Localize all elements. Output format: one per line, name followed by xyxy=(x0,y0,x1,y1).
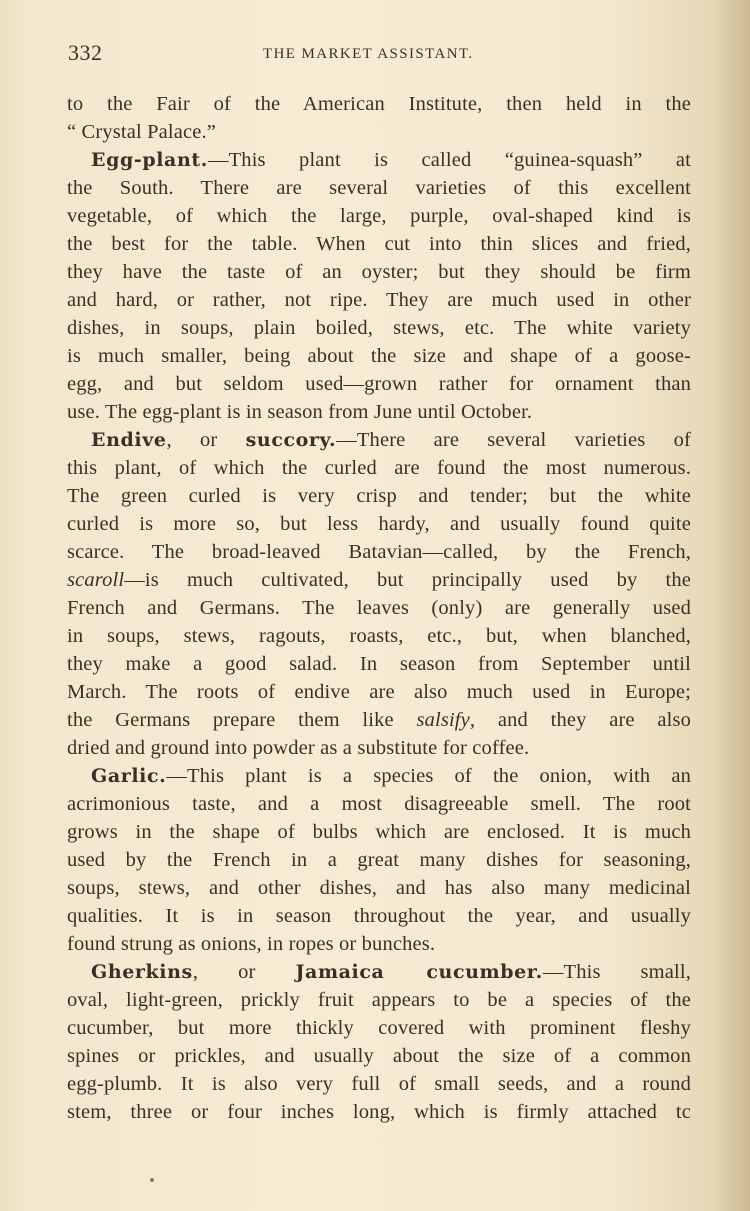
page-header xyxy=(68,40,598,70)
paper-speck xyxy=(150,1178,154,1182)
text-segment: soups, stews, and other dishes, and has also many medicinal xyxy=(67,877,691,899)
text-segment: scarce. The broad-leaved Batavian—called, by the French, xyxy=(67,541,691,563)
entry-heading: Egg-plant. xyxy=(91,149,208,171)
italic-term: scaroll xyxy=(67,569,125,591)
text-segment: curled is more so, but less hardy, and usually found quite xyxy=(67,513,691,535)
text-line xyxy=(67,930,691,958)
text-line xyxy=(67,286,691,314)
text-line xyxy=(67,762,691,790)
text-segment: —This small, xyxy=(542,961,691,983)
text-line xyxy=(67,734,691,762)
text-segment: grows in the shape of bulbs which are enclosed. It is much xyxy=(67,821,691,843)
text-segment: they have the taste of an oyster; but they should be firm xyxy=(67,261,691,283)
text-segment: egg, and but seldom used—grown rather for ornament than xyxy=(67,373,691,395)
text-segment: use. The egg-plant is in season from June until October. xyxy=(67,401,533,423)
text-line xyxy=(67,342,691,370)
text-segment: the Germans prepare them like xyxy=(67,709,417,731)
text-segment: in soups, stews, ragouts, roasts, etc., but, when blanched, xyxy=(67,625,691,647)
text-line xyxy=(67,510,691,538)
text-line xyxy=(67,594,691,622)
text-segment: , or xyxy=(192,961,296,983)
text-segment: the South. There are several varieties of this excellent xyxy=(67,177,691,199)
italic-term: salsify xyxy=(416,709,470,731)
text-line xyxy=(67,230,691,258)
running-head: THE MARKET ASSISTANT. xyxy=(263,46,474,62)
text-line xyxy=(67,1042,691,1070)
entry-heading: Gherkins xyxy=(91,961,193,983)
text-segment: spines or prickles, and usually about the size of a common xyxy=(67,1045,691,1067)
entry-heading: Garlic. xyxy=(91,765,167,787)
text-segment: , and they are also xyxy=(469,709,691,731)
text-segment: qualities. It is in season throughout the year, and usually xyxy=(67,905,691,927)
text-line xyxy=(67,678,691,706)
text-segment: , or xyxy=(166,429,246,451)
text-segment: to the Fair of the American Institute, then held in the xyxy=(67,93,691,115)
text-segment: cucumber, but more thickly covered with prominent fleshy xyxy=(67,1017,691,1039)
text-line xyxy=(67,1098,691,1126)
text-segment: stem, three or four inches long, which is firmly attached tc xyxy=(67,1101,691,1123)
text-segment: this plant, of which the curled are found the most numerous. xyxy=(67,457,691,479)
text-line xyxy=(67,454,691,482)
text-segment: —This plant is a species of the onion, with an xyxy=(166,765,691,787)
text-line xyxy=(67,398,691,426)
text-line xyxy=(67,314,691,342)
text-segment: and hard, or rather, not ripe. They are much used in other xyxy=(67,289,691,311)
text-line xyxy=(67,902,691,930)
text-line xyxy=(67,650,691,678)
text-segment: is much smaller, being about the size and shape of a goose- xyxy=(67,345,691,367)
text-segment: French and Germans. The leaves (only) are generally used xyxy=(67,597,691,619)
entry-heading: Endive xyxy=(91,429,167,451)
page-number: 332 xyxy=(68,40,103,65)
text-line xyxy=(67,90,691,118)
text-segment: acrimonious taste, and a most disagreeable smell. The root xyxy=(67,793,691,815)
text-line xyxy=(67,482,691,510)
text-line xyxy=(67,258,691,286)
text-segment: The green curled is very crisp and tender; but the white xyxy=(67,485,691,507)
text-line xyxy=(67,846,691,874)
text-line xyxy=(67,958,691,986)
entry-heading: succory. xyxy=(245,429,337,451)
text-line xyxy=(67,538,691,566)
text-segment: dishes, in soups, plain boiled, stews, etc. The white variety xyxy=(67,317,691,339)
text-segment: found strung as onions, in ropes or bunches. xyxy=(67,933,436,955)
text-segment: used by the French in a great many dishes for seasoning, xyxy=(67,849,691,871)
text-line xyxy=(67,622,691,650)
text-segment: oval, light-green, prickly fruit appears to be a species of the xyxy=(67,989,691,1011)
text-line xyxy=(67,370,691,398)
text-line xyxy=(67,1014,691,1042)
text-line xyxy=(67,706,691,734)
text-segment: —is much cultivated, but principally used by the xyxy=(124,569,691,591)
text-segment: March. The roots of endive are also much used in Europe; xyxy=(67,681,691,703)
text-segment: they make a good salad. In season from September until xyxy=(67,653,691,675)
text-segment: the best for the table. When cut into thin slices and fried, xyxy=(67,233,691,255)
text-line xyxy=(67,818,691,846)
entry-heading: Jamaica cucumber. xyxy=(295,961,543,983)
body-text xyxy=(67,90,691,1126)
text-segment: vegetable, of which the large, purple, oval-shaped kind is xyxy=(67,205,691,227)
text-line xyxy=(67,986,691,1014)
text-segment: egg-plumb. It is also very full of small seeds, and a round xyxy=(67,1073,691,1095)
text-segment: —This plant is called “guinea-squash” at xyxy=(207,149,691,171)
text-line xyxy=(67,426,691,454)
text-line xyxy=(67,202,691,230)
text-line xyxy=(67,874,691,902)
text-line xyxy=(67,566,691,594)
text-line xyxy=(67,790,691,818)
text-segment: dried and ground into powder as a substitute for coffee. xyxy=(67,737,530,759)
text-line xyxy=(67,174,691,202)
text-line xyxy=(67,118,691,146)
text-line xyxy=(67,1070,691,1098)
text-segment: “ Crystal Palace.” xyxy=(67,121,216,143)
text-line xyxy=(67,146,691,174)
text-segment: —There are several varieties of xyxy=(336,429,691,451)
